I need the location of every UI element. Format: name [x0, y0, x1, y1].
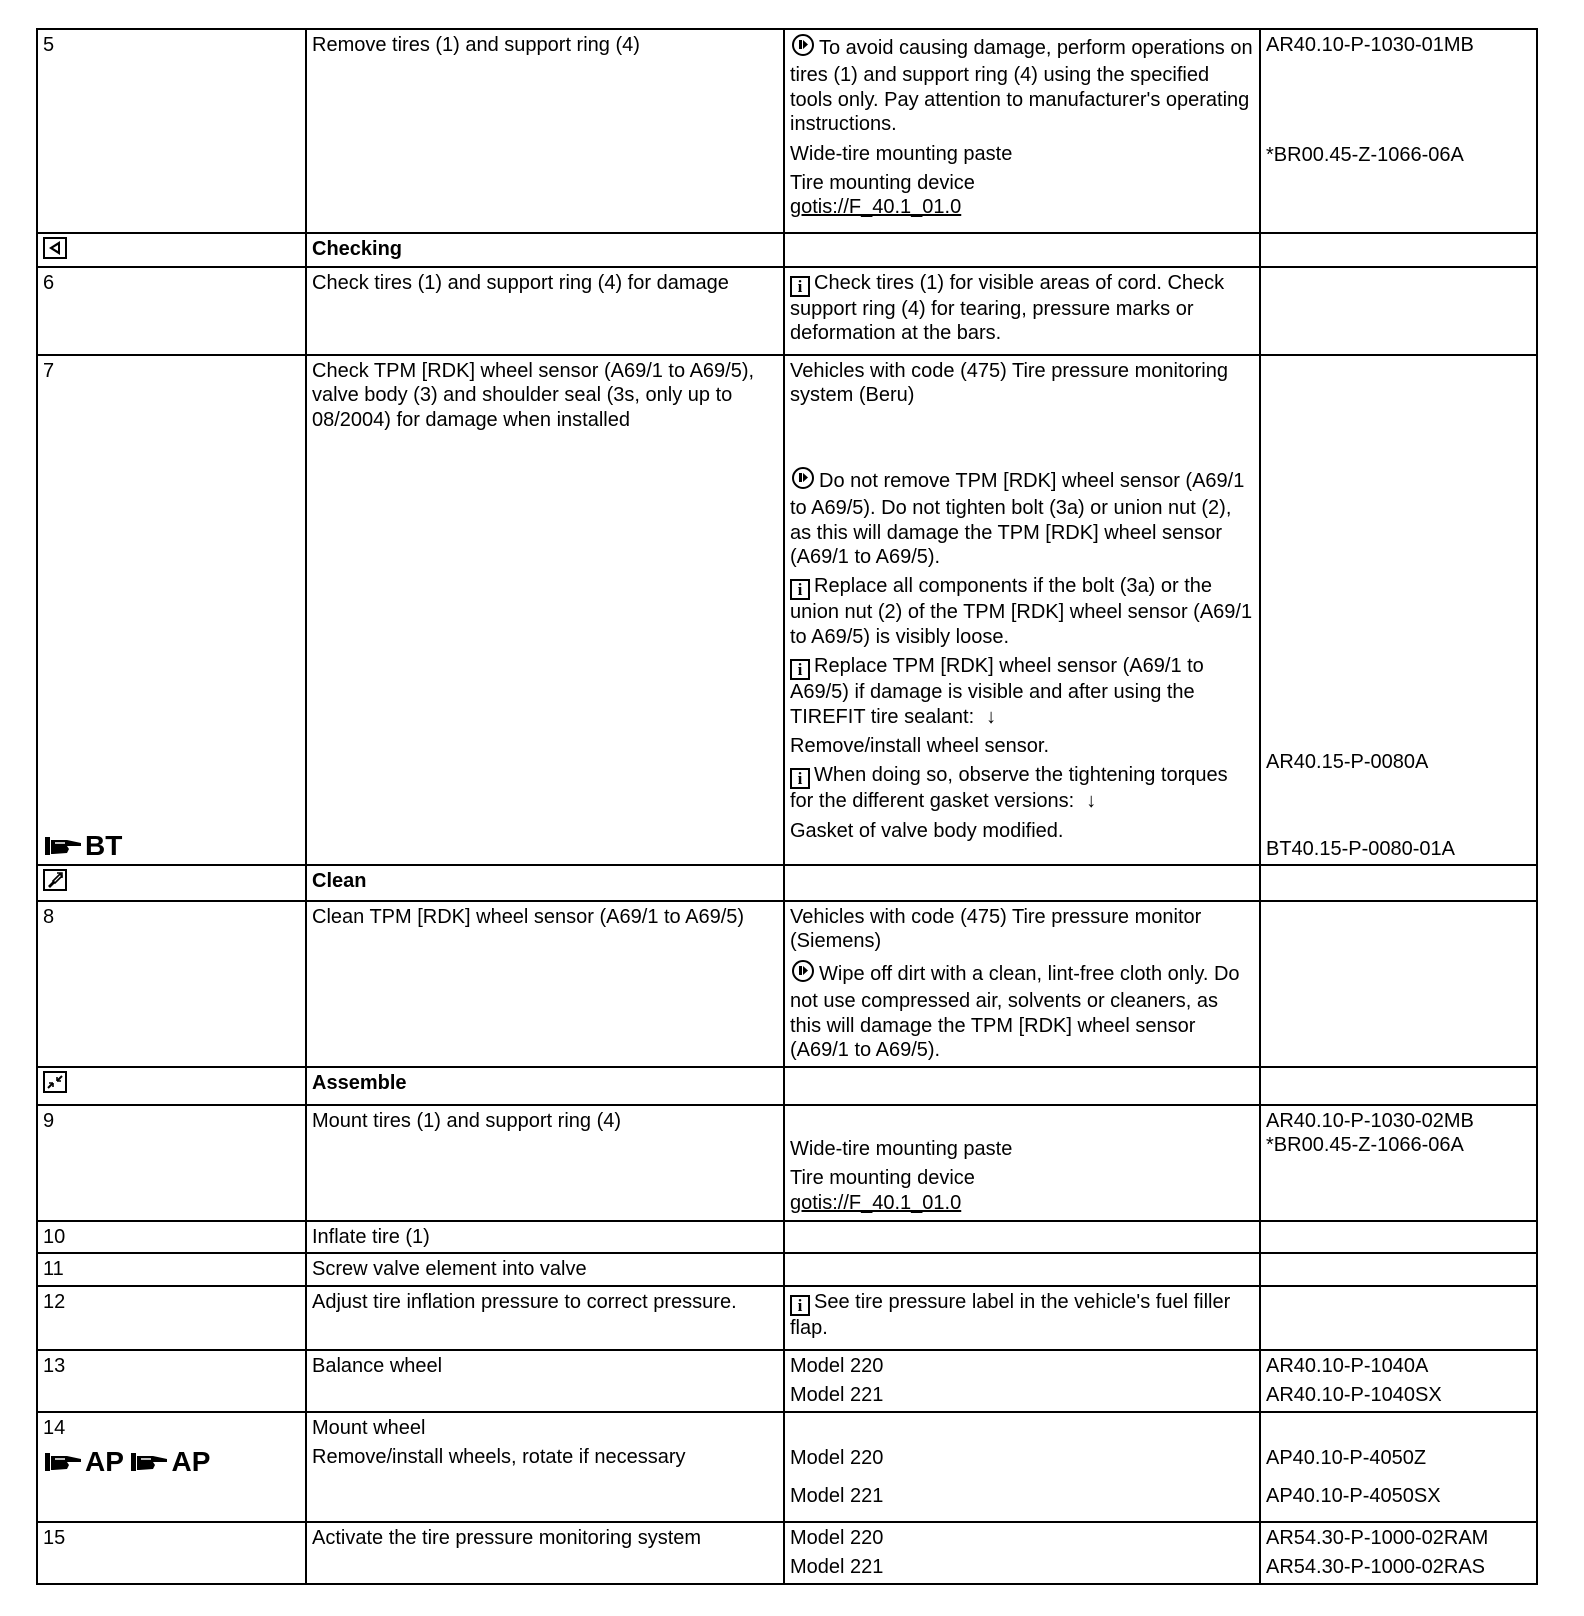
step-number: 5 [37, 29, 306, 233]
step-task: Activate the tire pressure monitoring system [306, 1522, 784, 1584]
vehicles-text: Vehicles with code (475) Tire pressure monitor (Siemens) [790, 906, 1202, 953]
table-row [37, 1412, 1537, 1522]
arrow-down-icon: ↓ [986, 705, 997, 728]
step-number: 9 [37, 1105, 306, 1221]
step-task: Mount wheel [312, 1416, 426, 1439]
ref-link[interactable]: BT40.15-P-0080-01A [1266, 837, 1456, 860]
step-refs [1260, 355, 1537, 865]
checking-icon [43, 237, 67, 259]
table-row [37, 1286, 1537, 1350]
vehicles-text: Vehicles with code (475) Tire pressure monitoring system (Beru) [790, 360, 1228, 407]
step-number: 12 [37, 1286, 306, 1350]
step-notes [784, 1350, 1260, 1412]
pointing-hand-icon [129, 1451, 169, 1473]
info-icon: i [790, 768, 810, 789]
step-number: 8 [37, 901, 306, 1067]
gotis-link[interactable]: gotis://F_40.1_01.0 [790, 196, 962, 219]
procedure-table [36, 28, 1538, 1585]
step-number: 11 [37, 1253, 306, 1285]
ref-link[interactable]: AP40.10-P-4050Z [1266, 1446, 1427, 1469]
ref-link[interactable]: *BR00.45-Z-1066-06A [1266, 1134, 1464, 1157]
step-task: Screw valve element into valve [306, 1253, 784, 1285]
step-notes [784, 29, 1260, 233]
section-row-assemble [37, 1067, 1537, 1105]
table-row [37, 267, 1537, 355]
step-number: 10 [37, 1221, 306, 1253]
caution-icon [790, 466, 816, 496]
model-label: Model 220 [790, 1526, 884, 1549]
model-label: Model 221 [790, 1384, 884, 1407]
table-row [37, 901, 1537, 1067]
section-title: Assemble [306, 1067, 784, 1105]
caution-text: To avoid causing damage, perform operations on tires (1) and support ring (4) using the specified tools only. Pay attention to manufacturer's operating instructions. [790, 37, 1253, 136]
ref-link[interactable]: *BR00.45-Z-1066-06A [1266, 144, 1464, 167]
step-number: 7 [43, 360, 55, 382]
ref-link[interactable]: AR40.15-P-0080A [1266, 751, 1429, 774]
model-label: Model 220 [790, 1354, 884, 1377]
step-task: Adjust tire inflation pressure to correct pressure. [306, 1286, 784, 1350]
section-row-checking [37, 233, 1537, 267]
gasket-text: Gasket of valve body modified. [790, 819, 1064, 842]
info-icon: i [790, 1295, 810, 1316]
caution-text: Do not remove TPM [RDK] wheel sensor (A69/1 to A69/5). Do not tighten bolt (3a) or union nut (2), as this will damage the TPM [RDK] wheel sensor (A69/1 to A69/5). [790, 469, 1245, 568]
assemble-icon [43, 1071, 67, 1093]
ap-reference[interactable]: AP [43, 1448, 124, 1476]
table-row [37, 1221, 1537, 1253]
step-refs [1260, 1522, 1537, 1584]
model-label: Model 221 [790, 1484, 884, 1507]
section-row-clean [37, 865, 1537, 901]
step-notes [784, 1286, 1260, 1350]
step-notes [784, 1412, 1260, 1522]
step-notes [784, 901, 1260, 1067]
device-label: Tire mounting device [790, 171, 975, 194]
step-number: 14 [43, 1416, 66, 1439]
ref-link[interactable]: AR40.10-P-1030-01MB [1266, 34, 1474, 56]
step-refs [1260, 1350, 1537, 1412]
step-task: Mount tires (1) and support ring (4) [306, 1105, 784, 1221]
section-title: Checking [306, 233, 784, 267]
device-label: Tire mounting device [790, 1167, 975, 1190]
step-refs [1260, 1412, 1537, 1522]
step-task: Inflate tire (1) [306, 1221, 784, 1253]
section-title: Clean [306, 865, 784, 901]
step-number: 6 [37, 267, 306, 355]
info-icon: i [790, 579, 810, 600]
table-row [37, 1522, 1537, 1584]
paste-label: Wide-tire mounting paste [790, 1138, 1013, 1160]
pointing-hand-icon [43, 1451, 83, 1473]
bt-reference[interactable]: BT [43, 832, 122, 860]
model-label: Model 220 [790, 1446, 884, 1469]
table-row [37, 355, 1537, 865]
table-row [37, 1105, 1537, 1221]
remove-install-text: Remove/install wheel sensor. [790, 734, 1050, 757]
step-task: Remove tires (1) and support ring (4) [306, 29, 784, 233]
step-notes [784, 355, 1260, 865]
step-refs [1260, 29, 1537, 233]
info-icon: i [790, 659, 810, 680]
caution-icon [790, 33, 816, 63]
ref-link[interactable]: AP40.10-P-4050SX [1266, 1484, 1441, 1507]
ap-reference[interactable]: AP [129, 1448, 210, 1476]
info-text: Replace TPM [RDK] wheel sensor (A69/1 to A69/5) if damage is visible and after using the TIREFIT tire sealant: [790, 655, 1204, 728]
info-text: Check tires (1) for visible areas of cord. Check support ring (4) for tearing, pressure marks or deformation at the bars. [790, 272, 1225, 345]
caution-icon [790, 959, 816, 989]
ref-link[interactable]: AR54.30-P-1000-02RAS [1266, 1555, 1486, 1578]
pointing-hand-icon [43, 835, 83, 857]
step-notes [784, 1105, 1260, 1221]
step-task: Check TPM [RDK] wheel sensor (A69/1 to A69/5), valve body (3) and shoulder seal (3s, only up to 08/2004) for damage when installed [306, 355, 784, 865]
ref-link[interactable]: AR40.10-P-1040SX [1266, 1384, 1442, 1407]
ref-link[interactable]: AR40.10-P-1030-02MB [1266, 1110, 1474, 1132]
step-task: Check tires (1) and support ring (4) for damage [306, 267, 784, 355]
step-refs [1260, 1105, 1537, 1221]
step-number: 15 [37, 1522, 306, 1584]
ref-link[interactable]: AR40.10-P-1040A [1266, 1354, 1429, 1377]
paste-label: Wide-tire mounting paste [790, 142, 1013, 165]
step-task-cell [306, 1412, 784, 1522]
table-row [37, 29, 1537, 233]
caution-text: Wipe off dirt with a clean, lint-free cloth only. Do not use compressed air, solvents or cleaners, as this will damage the TPM [RDK] wheel sensor (A69/1 to A69/5). [790, 962, 1240, 1061]
step-number-cell [37, 355, 306, 865]
info-text: See tire pressure label in the vehicle's fuel filler flap. [790, 1290, 1231, 1339]
step-task: Clean TPM [RDK] wheel sensor (A69/1 to A69/5) [306, 901, 784, 1067]
step-task: Remove/install wheels, rotate if necessary [312, 1445, 686, 1468]
info-text: When doing so, observe the tightening torques for the different gasket versions: [790, 764, 1228, 813]
gotis-link[interactable]: gotis://F_40.1_01.0 [790, 1191, 962, 1214]
arrow-down-icon: ↓ [1086, 790, 1097, 813]
info-text: Replace all components if the bolt (3a) or the union nut (2) of the TPM [RDK] wheel sensor (A69/1 to A69/5) is visibly loose. [790, 575, 1253, 648]
ref-link[interactable]: AR54.30-P-1000-02RAM [1266, 1526, 1489, 1549]
model-label: Model 221 [790, 1555, 884, 1578]
step-task: Balance wheel [306, 1350, 784, 1412]
step-notes [784, 1522, 1260, 1584]
step-notes [784, 267, 1260, 355]
step-number: 13 [37, 1350, 306, 1412]
table-row [37, 1350, 1537, 1412]
clean-icon [43, 869, 67, 891]
step-number-cell [37, 1412, 306, 1522]
info-icon: i [790, 276, 810, 297]
table-row [37, 1253, 1537, 1285]
